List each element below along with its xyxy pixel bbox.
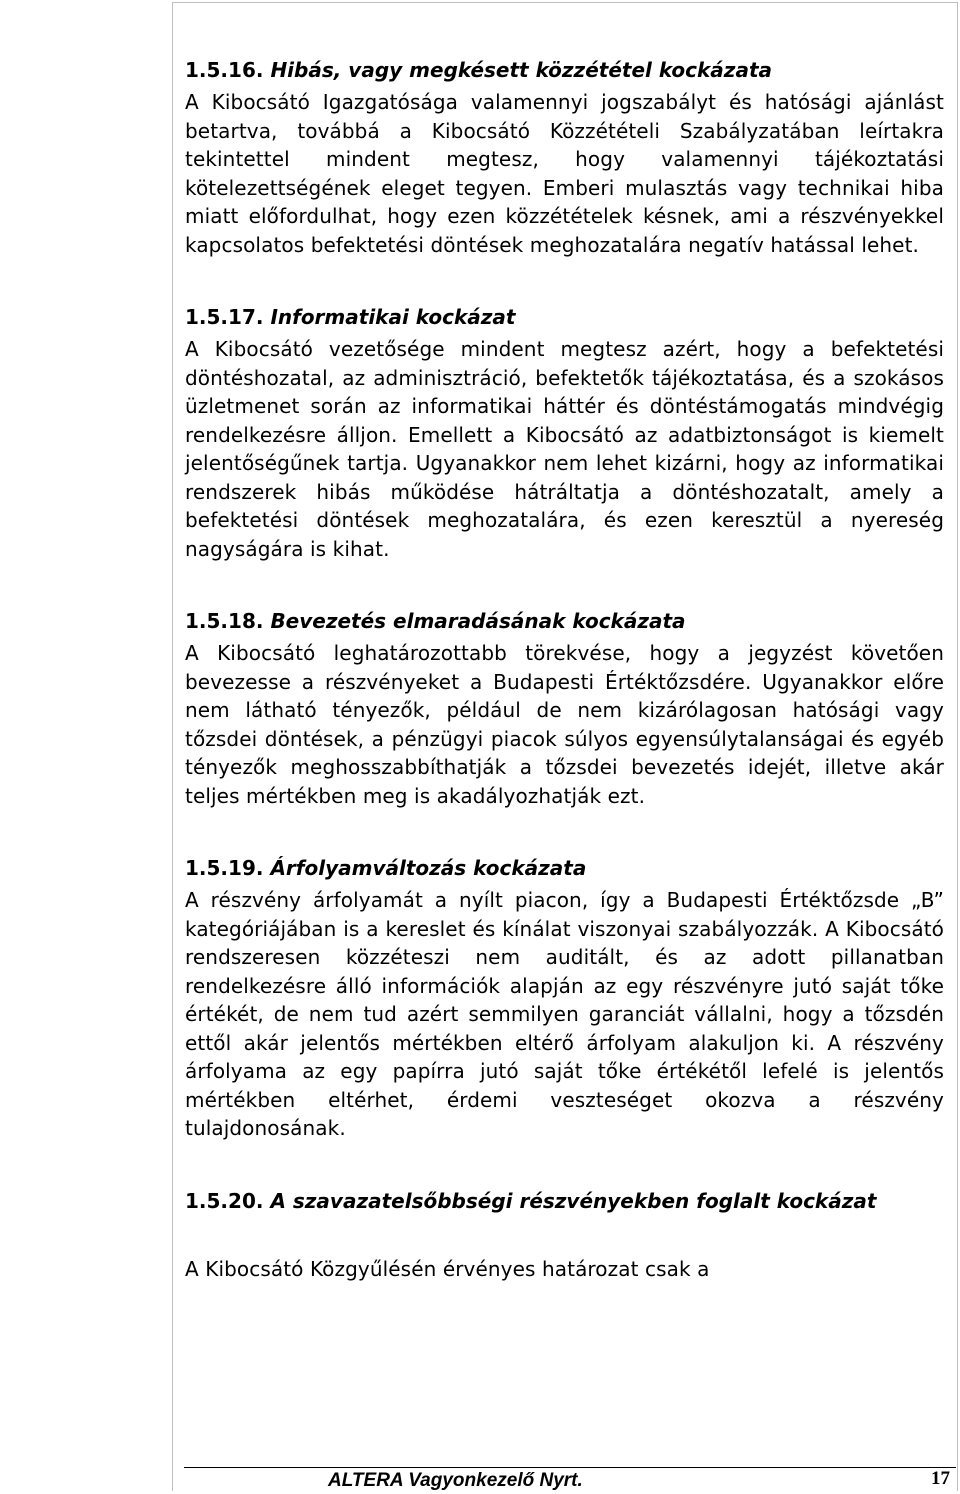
section-heading	[185, 607, 944, 635]
footer-rule	[184, 1467, 956, 1468]
section-1-5-20	[185, 1187, 944, 1284]
section-number: 1.5.18.	[185, 609, 264, 633]
section-number: 1.5.19.	[185, 856, 264, 880]
section-title: Árfolyamváltozás kockázata	[270, 856, 587, 880]
section-1-5-18	[185, 607, 944, 810]
section-heading	[185, 854, 944, 882]
section-title: A szavazatelsőbbségi részvényekben foglalt kockázat	[270, 1188, 877, 1213]
page-number: 17	[931, 1468, 950, 1489]
section-number: 1.5.16.	[185, 58, 264, 82]
section-title: Hibás, vagy megkésett közzététel kockázata	[270, 58, 772, 82]
page-footer	[172, 1462, 956, 1492]
section-1-5-16	[185, 56, 944, 259]
section-heading	[185, 303, 944, 331]
section-paragraph: A Kibocsátó Közgyűlésén érvényes határozat csak a	[185, 1256, 710, 1281]
document-body	[185, 56, 944, 1283]
section-paragraph: A Kibocsátó Igazgatósága valamennyi jogszabályt és hatósági ajánlást betartva, továbbá a Kibocsátó Közzétételi Szabályzatában leírtakra tekintettel mindent megtesz, hogy valamennyi tájékoztatási kötelezettségének eleget tegyen. Emberi mulasztás vagy technikai hiba miatt előfordulhat, hogy ezen közzétételek késnek, ami a részvényekkel kapcsolatos befektetési döntések meghozatalára negatív hatással lehet.	[185, 90, 944, 257]
section-number: 1.5.17.	[185, 305, 264, 329]
section-paragraph: A Kibocsátó leghatározottabb törekvése, hogy a jegyzést követően bevezesse a részvényeket a Budapesti Értéktőzsdére. Ugyanakkor előre nem látható tényezők, például de nem kizárólagosan hatósági vagy tőzsdei döntések, a pénzügyi piacok súlyos egyensúlytalanságai és egyéb tényezők meghosszabbíthatják a tőzsdei bevezetés idejét, illetve akár teljes mértékben meg is akadályozhatják ezt.	[185, 641, 944, 808]
section-heading	[185, 1187, 944, 1215]
section-number: 1.5.20.	[185, 1188, 264, 1213]
section-heading	[185, 56, 944, 84]
section-paragraph: A részvény árfolyamát a nyílt piacon, így a Budapesti Értéktőzsde „B” kategóriájában is a kereslet és kínálat viszonyai szabályozzák. A Kibocsátó rendszeresen közzéteszi nem auditált, és az adott pillanatban rendelkezésre álló információk alapján az egy részvényre jutó saját tőke értékét, de nem tud azért semmilyen garanciát vállalni, hogy a tőzsdén ettől akár jelentős mértékben eltérő árfolyam alakuljon ki. A részvény árfolyama az egy papírra jutó saját tőke értékétől lefelé is jelentős mértékben eltérhet, érdemi veszteséget okozva a részvény tulajdonosának.	[185, 888, 944, 1140]
section-title: Informatikai kockázat	[270, 305, 516, 329]
section-paragraph: A Kibocsátó vezetősége mindent megtesz azért, hogy a befektetési döntéshozatal, az adminisztráció, befektetők tájékoztatása, és a szokásos üzletmenet során az informatikai háttér és döntéstámogatás mindvégig rendelkezésre álljon. Emellett a Kibocsátó az adatbiztonságot is kiemelt jelentőségűnek tartja. Ugyanakkor nem lehet kizárni, hogy az informatikai rendszerek hibás működése hátráltatja a döntéshozatalt, amely a befektetési döntések meghozatalára, és ezen keresztül a nyereség nagyságára is kihat.	[185, 337, 944, 561]
section-1-5-17	[185, 303, 944, 563]
section-1-5-19	[185, 854, 944, 1143]
section-title: Bevezetés elmaradásának kockázata	[270, 609, 686, 633]
footer-company-name: ALTERA Vagyonkezelő Nyrt.	[328, 1470, 583, 1491]
